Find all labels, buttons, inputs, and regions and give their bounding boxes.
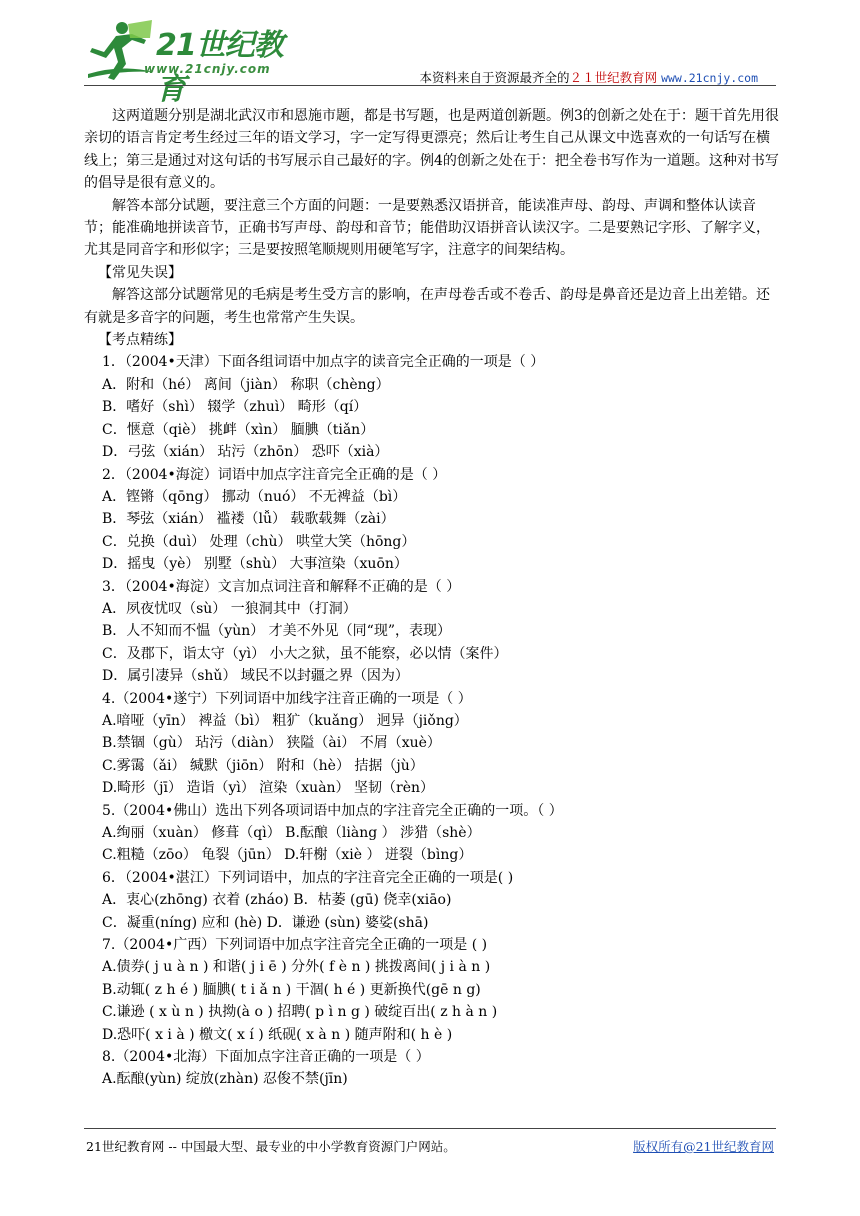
logo-url: www.21cnjy.com: [144, 62, 271, 76]
site-logo[interactable]: [86, 18, 286, 107]
footer-divider: [84, 1128, 776, 1129]
footer-copyright-link[interactable]: 版权所有@21世纪教育网: [633, 1139, 774, 1154]
paragraph: 解答本部分试题，要注意三个方面的问题：一是要熟悉汉语拼音，能读准声母、韵母、声调和整体认读音节；能准确地拼读音节，正确书写声母、韵母和音节；能借助汉语拼音认读汉字。二是要熟记字形、了解字义，尤其是同音字和形似字；三是要按照笔顺规则用硬笔写字，注意字的间架结构。: [84, 197, 770, 259]
question-line: A．衷心(zhōng) 衣着 (zháo) B．枯萎 (gū) 侥幸(xiāo): [102, 892, 452, 909]
question-line: C.雾霭（ǎi） 缄默（jiōn） 附和（hè） 拮据（jù）: [102, 757, 424, 774]
question-line: C．兑换（duì） 处理（chù） 哄堂大笑（hōng）: [102, 533, 416, 550]
question-line: D.恐吓( x i à ) 檄文( x í ) 纸砚( x à n ) 随声附和( h è ): [102, 1026, 453, 1043]
question-line: A.债券( j u à n ) 和谐( j i ē ) 分外( f è n ) 挑拨离间( j i à n ): [102, 959, 491, 976]
question-line: D．属引凄异（shǔ） 域民不以封疆之界（因为）: [102, 668, 409, 685]
question-line: A．铿锵（qōng） 挪动（nuó） 不无裨益（bì）: [102, 488, 407, 505]
question-line: C.谦逊 ( x ù n ) 执拗(à o ) 招聘( p ì n g ) 破绽百出( z h à n ): [102, 1004, 498, 1021]
question-line: 6．（2004•湛江）下列词语中，加点的字注音完全正确的一项是( ): [102, 869, 514, 886]
question-line: 5.（2004•佛山）选出下列各项词语中加点的字注音完全正确的一项。（ ）: [102, 802, 563, 819]
question-line: 8.（2004•北海）下面加点字注音正确的一项是（ ）: [102, 1049, 430, 1066]
paragraph: 解答这部分试题常见的毛病是考生受方言的影响，在声母卷舌或不卷舌、韵母是鼻音还是边音上出差错。还有就是多音字的问题，考生也常常产生失误。: [84, 287, 770, 326]
question-line: C．惬意（qiè） 挑衅（xìn） 腼腆（tiǎn）: [102, 421, 375, 438]
document-body: [84, 105, 779, 1091]
footer-tagline: 21世纪教育网 -- 中国最大型、最专业的中小学教育资源门户网站。: [86, 1139, 456, 1154]
question-line: B．嗜好（shì） 辍学（zhuì） 畸形（qí）: [102, 399, 368, 416]
question-line: B．人不知而不愠（yùn） 才美不外见（同“现”，表现）: [102, 623, 451, 640]
section-heading-practice: 【考点精练】: [98, 332, 182, 349]
question-line: A．附和（hé） 离间（jiàn） 称职（chèng）: [102, 376, 390, 393]
header-note-prefix: 本资料来自于资源最齐全的: [419, 70, 570, 85]
question-line: 7.（2004•广西）下列词语中加点字注音完全正确的一项是 ( ): [102, 937, 488, 954]
question-line: A.绚丽（xuàn） 修葺（qì） B.酝酿（liàng ） 涉猎（shè）: [102, 825, 481, 841]
question-line: A．夙夜忧叹（sù） 一狼洞其中（打洞）: [102, 600, 357, 617]
question-line: 4.（2004•遂宁）下列词语中加线字注音正确的一项是（ ）: [102, 690, 472, 707]
question-line: 2．（2004•海淀）词语中加点字注音完全正确的是（ ）: [102, 466, 447, 483]
section-heading-errors: 【常见失误】: [98, 264, 182, 281]
question-line: C.粗糙（zōo） 龟裂（jūn） D.轩榭（xiè ） 迸裂（bìng）: [102, 847, 473, 864]
question-line: D．弓弦（xián） 玷污（zhōn） 恐吓（xià）: [102, 444, 389, 461]
question-line: A.喑哑（yīn） 裨益（bì） 粗犷（kuǎng） 迥异（jiǒng）: [102, 712, 468, 729]
logo-title: 21世纪教育: [156, 28, 283, 107]
question-line: D．摇曳（yè） 别墅（shù） 大事渲染（xuōn）: [102, 556, 408, 573]
question-line: C．及郡下，诣太守（yì） 小大之狱，虽不能察，必以情（案件）: [102, 645, 508, 662]
question-line: 1．（2004•天津）下面各组词语中加点字的读音完全正确的一项是（ ）: [102, 354, 545, 371]
header-site-name[interactable]: ２１世纪教育网: [569, 70, 658, 85]
header-source-note: [420, 68, 758, 86]
question-line: C．凝重(níng) 应和 (hè) D．谦逊 (sùn) 婆娑(shā): [102, 914, 429, 931]
question-line: D.畸形（jī） 造诣（yì） 渲染（xuàn） 坚韧（rèn）: [102, 780, 434, 797]
paragraph: 这两道题分别是湖北武汉市和恩施市题，都是书写题，也是两道创新题。例3的创新之处在于：题干首先用很亲切的语言肯定考生经过三年的语文学习，字一定写得更漂亮；然后让考生自己从课文中选喜欢的一句话写在横线上；第三是通过对这句话的书写展示自己最好的字。例4的创新之处在于：把全卷书写作为一道题。这种对书写的倡导是很有意义的。: [84, 108, 779, 192]
question-line: B．琴弦（xián） 褴褛（lǚ） 载歌载舞（zài）: [102, 511, 395, 528]
header-divider: [84, 85, 776, 86]
question-line: B.禁锢（gù） 玷污（diàn） 狭隘（ài） 不屑（xuè）: [102, 735, 441, 752]
question-line: 3．（2004•海淀）文言加点词注音和解释不正确的是（ ）: [102, 578, 461, 595]
page-header: [0, 0, 860, 107]
header-site-url[interactable]: www.21cnjy.com: [661, 71, 758, 85]
question-line: A.酝酿(yùn) 绽放(zhàn) 忍俊不禁(jīn): [102, 1071, 348, 1088]
question-list: [84, 351, 779, 1090]
question-line: B.动辄( z h é ) 腼腆( t i ǎ n ) 干涸( h é ) 更新换代(gē n g): [102, 981, 481, 998]
